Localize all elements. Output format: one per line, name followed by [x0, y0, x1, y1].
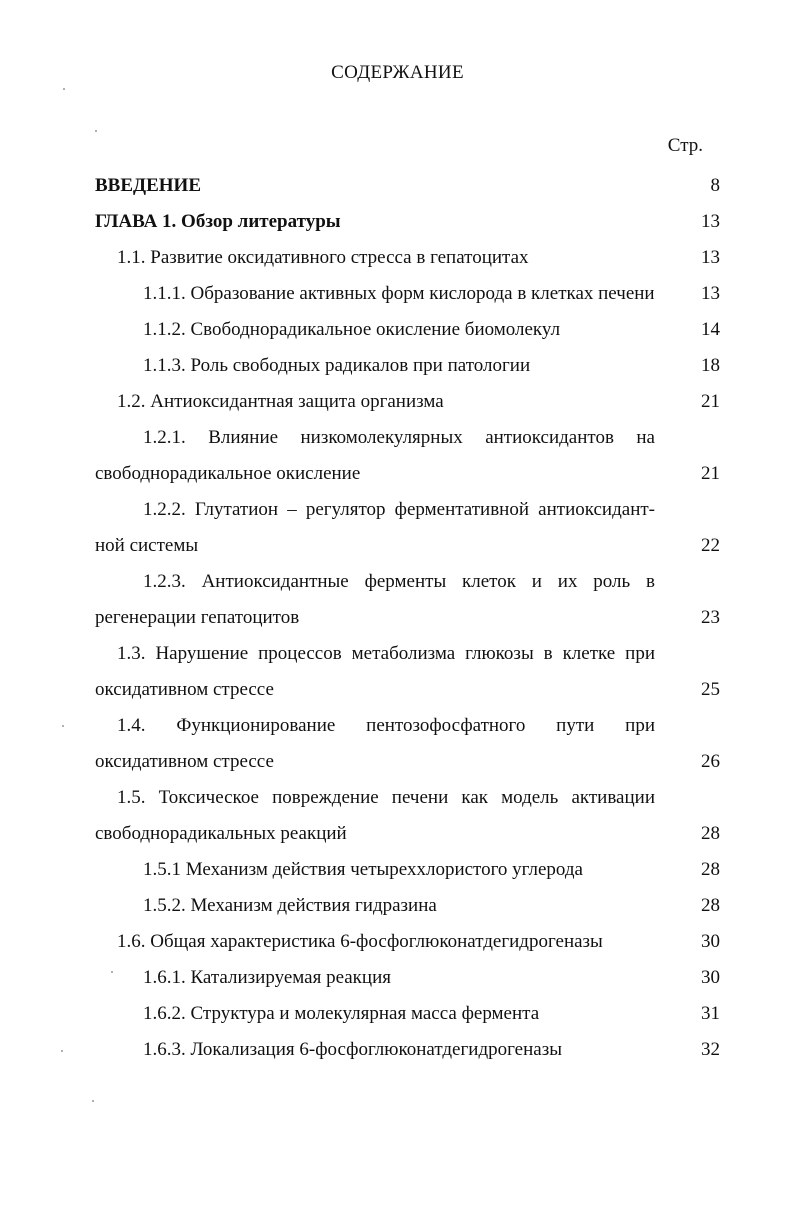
toc-entry-text: ВВЕДЕНИЕ: [95, 175, 201, 196]
toc-entry-page: 26: [701, 751, 720, 772]
scan-speck: [63, 88, 65, 90]
toc-entry-1-6-3: [95, 1032, 720, 1068]
toc-entry-page: 32: [701, 1039, 720, 1060]
toc-entry-text: 1.5.1 Механизм действия четыреххлористого углерода: [143, 859, 583, 880]
toc-entry-text: 1.2. Антиоксидантная защита организма: [117, 391, 444, 412]
toc-entry-page: 30: [701, 967, 720, 988]
toc-entry-1-1: [95, 240, 720, 276]
toc-entry-text: 1.2.1. Влияние низкомолекулярных антиоксидантов на свободнорадикальное окисление: [95, 427, 655, 484]
toc-entry-1-4: [95, 708, 720, 780]
toc-entry-text: 1.6.3. Локализация 6-фосфоглюконатдегидрогеназы: [143, 1039, 562, 1060]
toc-entry-1-2-3: [95, 564, 720, 636]
toc-entry-1-2-2: [95, 492, 720, 564]
toc-entry-page: 14: [701, 319, 720, 340]
toc-entry-text: 1.5.2. Механизм действия гидразина: [143, 895, 437, 916]
toc-entry-1-6: [95, 924, 720, 960]
toc-entry-1-3: [95, 636, 720, 708]
page-column-label: Стр.: [667, 135, 703, 156]
toc-entry-text: 1.2.2. Глутатион – регулятор ферментативной антиоксидант-ной системы: [95, 499, 655, 556]
toc-entry-text: 1.1.3. Роль свободных радикалов при патологии: [143, 355, 531, 376]
toc-entry-text: 1.5. Токсическое повреждение печени как модель активации свободнорадикальных реакций: [95, 787, 655, 844]
table-of-contents: [95, 168, 720, 1068]
scan-speck: [61, 1050, 63, 1052]
toc-entry-1-1-3: [95, 348, 720, 384]
toc-entry-page: 21: [701, 463, 720, 484]
toc-entry-text: 1.1.1. Образование активных форм кислорода в клетках печени: [143, 283, 655, 304]
toc-entry-page: 31: [701, 1003, 720, 1024]
toc-entry-text: 1.4. Функционирование пентозофосфатного пути при оксидативном стрессе: [95, 715, 655, 772]
toc-entry-chapter-1: [95, 204, 720, 240]
toc-entry-page: 23: [701, 607, 720, 628]
toc-entry-page: 13: [701, 247, 720, 268]
toc-entry-1-5: [95, 780, 720, 852]
toc-entry-1-5-1: [95, 852, 720, 888]
scan-speck: [92, 1100, 94, 1102]
toc-entry-text: 1.3. Нарушение процессов метаболизма глюкозы в клетке при оксидативном стрессе: [95, 643, 655, 700]
scan-speck: [62, 725, 64, 727]
toc-entry-1-6-2: [95, 996, 720, 1032]
toc-entry-page: 21: [701, 391, 720, 412]
toc-entry-page: 28: [701, 895, 720, 916]
toc-entry-page: 22: [701, 535, 720, 556]
toc-entry-text: 1.6.2. Структура и молекулярная масса фермента: [143, 1003, 540, 1024]
toc-entry-page: 18: [701, 355, 720, 376]
toc-entry-1-5-2: [95, 888, 720, 924]
toc-entry-page: 8: [710, 175, 720, 196]
toc-entry-introduction: [95, 168, 720, 204]
toc-entry-1-2-1: [95, 420, 720, 492]
toc-entry-1-2: [95, 384, 720, 420]
page-title: СОДЕРЖАНИЕ: [331, 62, 464, 83]
toc-entry-text: 1.2.3. Антиоксидантные ферменты клеток и их роль в регенерации гепатоцитов: [95, 571, 655, 628]
toc-entry-1-1-2: [95, 312, 720, 348]
toc-entry-text: 1.1.2. Свободнорадикальное окисление биомолекул: [143, 319, 561, 340]
toc-entry-1-1-1: [95, 276, 720, 312]
toc-entry-text: 1.1. Развитие оксидативного стресса в гепатоцитах: [117, 247, 529, 268]
toc-entry-page: 25: [701, 679, 720, 700]
toc-entry-page: 30: [701, 931, 720, 952]
toc-entry-1-6-1: [95, 960, 720, 996]
toc-entry-page: 28: [701, 859, 720, 880]
toc-entry-page: 13: [701, 211, 720, 232]
toc-entry-page: 28: [701, 823, 720, 844]
toc-entry-text: 1.6.1. Катализируемая реакция: [143, 967, 391, 988]
toc-entry-text: ГЛАВА 1. Обзор литературы: [95, 211, 341, 232]
scan-speck: [95, 130, 97, 132]
scan-speck: [111, 971, 113, 973]
toc-entry-page: 13: [701, 283, 720, 304]
toc-entry-text: 1.6. Общая характеристика 6-фосфоглюконатдегидрогеназы: [117, 931, 603, 952]
